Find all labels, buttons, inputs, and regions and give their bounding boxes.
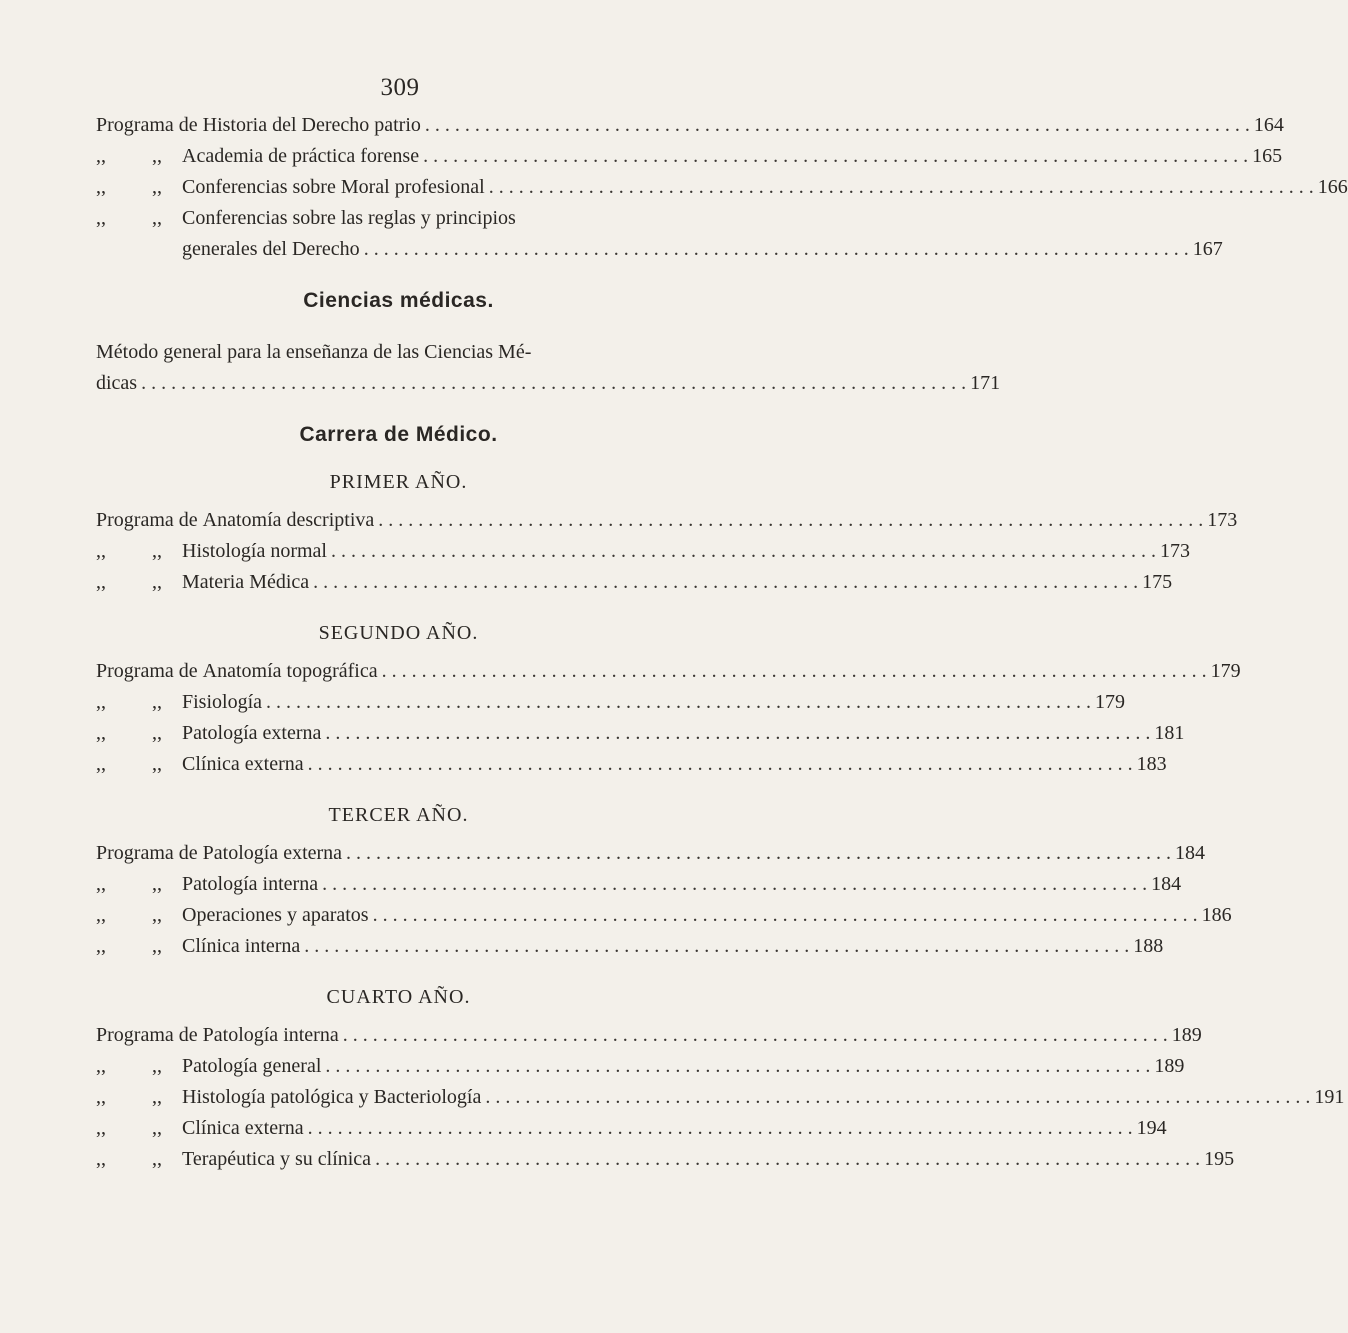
toc-entry <box>96 931 1164 962</box>
metodo-line: Método general para la enseñanza de las Ciencias Mé- <box>96 341 532 363</box>
entry-page: 173 <box>1207 509 1238 531</box>
entry-page: 183 <box>1136 753 1167 775</box>
leader-dots <box>325 1051 1150 1082</box>
entry-page: 175 <box>1142 571 1173 593</box>
ditto-mark: ,, <box>152 935 162 957</box>
year-heading: TERCER AÑO. <box>328 804 469 826</box>
ditto-mark: ,, <box>152 904 162 926</box>
leader-dots <box>425 110 1250 141</box>
toc-entry <box>96 749 1167 780</box>
entry-page: 188 <box>1133 935 1164 957</box>
ditto-mark: ,, <box>96 571 106 593</box>
ditto-mark: ,, <box>96 935 106 957</box>
entry-title: dicas <box>96 372 138 394</box>
entry-page: 184 <box>1151 873 1182 895</box>
table-of-contents <box>96 110 1348 1175</box>
leader-dots <box>304 931 1129 962</box>
toc-entry <box>96 656 1241 687</box>
ditto-mark: ,, <box>152 145 162 167</box>
toc-entry <box>96 505 1238 536</box>
entry-title: Patología externa <box>182 722 322 744</box>
entry-page: 179 <box>1095 691 1126 713</box>
entry-title: Operaciones y aparatos <box>182 904 369 926</box>
year-heading: SEGUNDO AÑO. <box>318 622 479 644</box>
ditto-mark: ,, <box>152 540 162 562</box>
entry-title: generales del Derecho <box>182 238 360 260</box>
program-lead: Programa de <box>96 509 198 531</box>
ditto-mark: ,, <box>152 571 162 593</box>
ditto-mark: ,, <box>96 540 106 562</box>
entry-page: 194 <box>1136 1117 1167 1139</box>
program-lead: Programa de <box>96 660 198 682</box>
entry-title: Historia del Derecho patrio <box>202 114 421 136</box>
year-heading: CUARTO AÑO. <box>326 986 471 1008</box>
toc-entry <box>96 172 1348 203</box>
entry-title: Clínica externa <box>182 1117 304 1139</box>
ditto-mark: ,, <box>96 145 106 167</box>
leader-dots <box>308 1113 1133 1144</box>
leader-dots <box>322 869 1147 900</box>
leader-dots <box>308 749 1133 780</box>
entry-title: Terapéutica y su clínica <box>182 1148 372 1170</box>
entry-title: Histología patológica y Bacteriología <box>182 1086 482 1108</box>
ditto-mark: ,, <box>152 1086 162 1108</box>
entry-title: Anatomía descriptiva <box>202 509 375 531</box>
leader-dots <box>378 505 1203 536</box>
toc-entry <box>96 687 1126 718</box>
entry-title: Clínica interna <box>182 935 301 957</box>
entry-page: 173 <box>1159 540 1190 562</box>
entry-title: Patología general <box>182 1055 322 1077</box>
toc-entry <box>96 1082 1345 1113</box>
ditto-mark: ,, <box>152 691 162 713</box>
leader-dots <box>373 900 1198 931</box>
toc-entry <box>96 110 1284 141</box>
toc-entry <box>96 869 1182 900</box>
ditto-mark: ,, <box>152 873 162 895</box>
entry-page: 184 <box>1175 842 1206 864</box>
ditto-mark: ,, <box>96 1086 106 1108</box>
entry-title: Fisiología <box>182 691 263 713</box>
leader-dots <box>313 567 1138 598</box>
leader-dots <box>325 718 1150 749</box>
leader-dots <box>485 1082 1310 1113</box>
toc-entry <box>96 536 1190 567</box>
entry-title: Conferencias sobre Moral profesional <box>182 176 485 198</box>
leader-dots <box>375 1144 1200 1175</box>
leader-dots <box>266 687 1091 718</box>
entry-page: 189 <box>1171 1024 1202 1046</box>
ditto-mark: ,, <box>152 1117 162 1139</box>
entry-page: 164 <box>1253 114 1284 136</box>
program-lead: Programa de <box>96 1024 198 1046</box>
ditto-mark: ,, <box>96 904 106 926</box>
ditto-mark: ,, <box>96 1117 106 1139</box>
toc-entry-continuation <box>96 234 1223 265</box>
entry-title: Histología normal <box>182 540 327 562</box>
toc-entry <box>96 1144 1235 1175</box>
ditto-mark: ,, <box>96 176 106 198</box>
toc-entry <box>96 567 1173 598</box>
leader-dots <box>343 1020 1168 1051</box>
entry-page: 189 <box>1154 1055 1185 1077</box>
toc-entry <box>96 838 1206 869</box>
ditto-mark: ,, <box>152 176 162 198</box>
toc-entry <box>96 368 1001 399</box>
entry-title: Clínica externa <box>182 753 304 775</box>
toc-entry <box>96 203 701 234</box>
leader-dots <box>346 838 1171 869</box>
leader-dots <box>364 234 1189 265</box>
page-number: 309 <box>380 74 420 101</box>
leader-dots <box>141 368 966 399</box>
entry-page: 195 <box>1204 1148 1235 1170</box>
toc-entry <box>96 900 1232 931</box>
leader-dots <box>331 536 1156 567</box>
ditto-mark: ,, <box>152 722 162 744</box>
leader-dots <box>382 656 1207 687</box>
ditto-mark: ,, <box>152 1148 162 1170</box>
ditto-mark: ,, <box>96 753 106 775</box>
toc-entry <box>96 1020 1202 1051</box>
entry-page: 179 <box>1210 660 1241 682</box>
ditto-mark: ,, <box>152 207 162 229</box>
ditto-mark: ,, <box>96 691 106 713</box>
ditto-mark: ,, <box>96 1055 106 1077</box>
toc-entry <box>96 718 1185 749</box>
entry-page: 191 <box>1314 1086 1345 1108</box>
leader-dots <box>423 141 1248 172</box>
entry-title: Materia Médica <box>182 571 310 593</box>
entry-page: 167 <box>1192 238 1223 260</box>
entry-page: 186 <box>1201 904 1232 926</box>
entry-title: Patología interna <box>202 1024 339 1046</box>
leader-dots <box>489 172 1314 203</box>
entry-title: Conferencias sobre las reglas y principios <box>182 207 516 229</box>
program-lead: Programa de <box>96 842 198 864</box>
ditto-mark: ,, <box>152 753 162 775</box>
entry-title: Patología externa <box>202 842 343 864</box>
toc-entry <box>96 1113 1167 1144</box>
section-heading-ciencias-medicas: Ciencias médicas. <box>303 289 494 312</box>
entry-page: 165 <box>1252 145 1283 167</box>
entry-page: 171 <box>970 372 1001 394</box>
entry-title: Academia de práctica forense <box>182 145 420 167</box>
year-heading: PRIMER AÑO. <box>329 471 468 493</box>
toc-entry <box>96 141 1283 172</box>
entry-title: Anatomía topográfica <box>202 660 378 682</box>
entry-title: Patología interna <box>182 873 319 895</box>
toc-entry <box>96 1051 1185 1082</box>
ditto-mark: ,, <box>96 722 106 744</box>
section-heading-carrera-medico: Carrera de Médico. <box>299 423 498 446</box>
ditto-mark: ,, <box>96 207 106 229</box>
entry-page: 166 <box>1317 176 1348 198</box>
program-lead: Programa de <box>96 114 198 136</box>
entry-page: 181 <box>1154 722 1185 744</box>
ditto-mark: ,, <box>96 1148 106 1170</box>
ditto-mark: ,, <box>152 1055 162 1077</box>
ditto-mark: ,, <box>96 873 106 895</box>
